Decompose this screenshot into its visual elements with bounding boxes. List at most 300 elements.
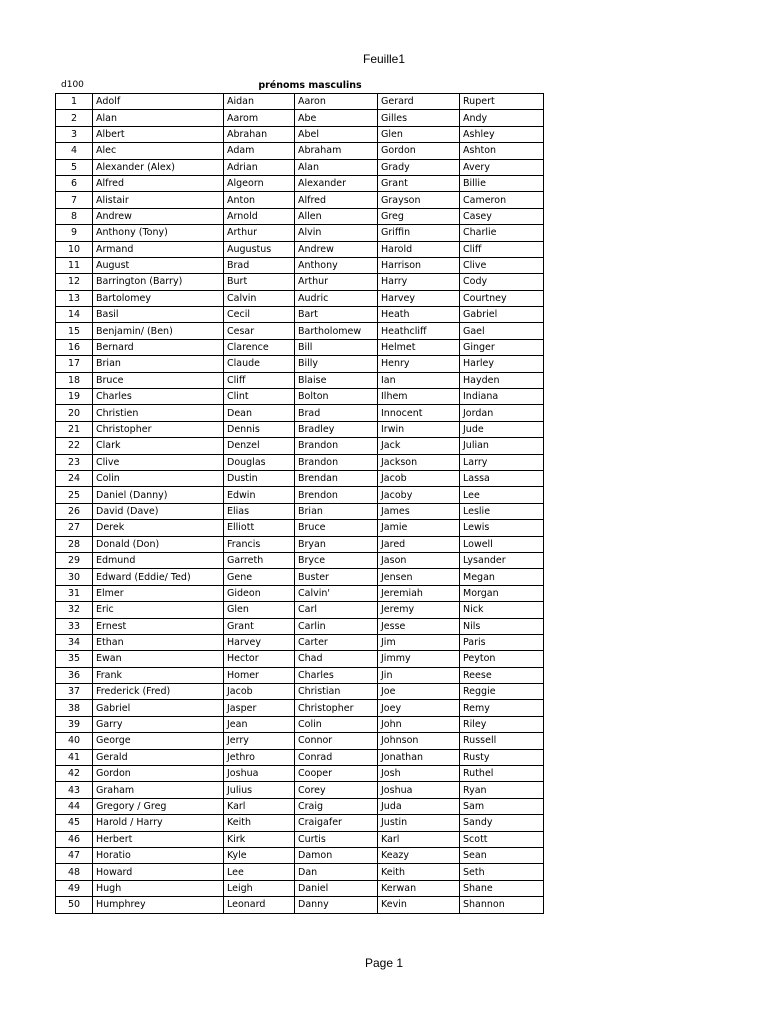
- name-col-2-cell: Douglas: [224, 454, 295, 470]
- name-col-5-cell: Reese: [460, 667, 544, 683]
- row-number-cell: 35: [56, 651, 93, 667]
- name-col-3-cell: Brandon: [295, 438, 378, 454]
- name-col-5-cell: Lowell: [460, 536, 544, 552]
- name-col-2-cell: Karl: [224, 798, 295, 814]
- name-col-1-cell: Colin: [93, 470, 224, 486]
- name-col-3-cell: Charles: [295, 667, 378, 683]
- name-col-1-cell: Ewan: [93, 651, 224, 667]
- name-col-1-cell: Albert: [93, 126, 224, 142]
- table-row: [56, 175, 544, 191]
- name-col-3-cell: Cooper: [295, 766, 378, 782]
- name-col-4-cell: Justin: [378, 815, 460, 831]
- table-row: [56, 798, 544, 814]
- name-col-3-cell: Brendan: [295, 470, 378, 486]
- name-col-1-cell: Hugh: [93, 880, 224, 896]
- name-col-4-cell: Jim: [378, 634, 460, 650]
- name-col-1-cell: Barrington (Barry): [93, 274, 224, 290]
- names-table: [55, 93, 544, 914]
- name-col-2-cell: Augustus: [224, 241, 295, 257]
- name-col-5-cell: Ruthel: [460, 766, 544, 782]
- name-col-4-cell: Jason: [378, 552, 460, 568]
- name-col-5-cell: Cliff: [460, 241, 544, 257]
- name-col-1-cell: Elmer: [93, 585, 224, 601]
- table-row: [56, 569, 544, 585]
- name-col-5-cell: Casey: [460, 208, 544, 224]
- row-number-cell: 3: [56, 126, 93, 142]
- name-col-5-cell: Sam: [460, 798, 544, 814]
- name-col-5-cell: Shane: [460, 880, 544, 896]
- name-col-4-cell: Jonathan: [378, 749, 460, 765]
- name-col-3-cell: Blaise: [295, 372, 378, 388]
- row-number-cell: 48: [56, 864, 93, 880]
- name-col-1-cell: David (Dave): [93, 503, 224, 519]
- name-col-1-cell: Alec: [93, 143, 224, 159]
- table-row: [56, 389, 544, 405]
- row-number-cell: 21: [56, 421, 93, 437]
- table-row: [56, 880, 544, 896]
- row-number-cell: 36: [56, 667, 93, 683]
- name-col-5-cell: Charlie: [460, 225, 544, 241]
- name-col-2-cell: Kirk: [224, 831, 295, 847]
- row-number-cell: 30: [56, 569, 93, 585]
- row-number-cell: 37: [56, 684, 93, 700]
- table-row: [56, 733, 544, 749]
- name-col-4-cell: Jin: [378, 667, 460, 683]
- name-col-2-cell: Brad: [224, 257, 295, 273]
- name-col-4-cell: Ilhem: [378, 389, 460, 405]
- name-col-3-cell: Bruce: [295, 520, 378, 536]
- name-col-2-cell: Clarence: [224, 339, 295, 355]
- name-col-5-cell: Sandy: [460, 815, 544, 831]
- name-col-1-cell: Ernest: [93, 618, 224, 634]
- name-col-4-cell: Jeremy: [378, 602, 460, 618]
- name-col-1-cell: August: [93, 257, 224, 273]
- name-col-5-cell: Rusty: [460, 749, 544, 765]
- table-row: [56, 602, 544, 618]
- name-col-2-cell: Aidan: [224, 94, 295, 110]
- name-col-5-cell: Billie: [460, 175, 544, 191]
- name-col-5-cell: Jordan: [460, 405, 544, 421]
- name-col-4-cell: Jimmy: [378, 651, 460, 667]
- name-col-4-cell: Grant: [378, 175, 460, 191]
- name-col-3-cell: Bryan: [295, 536, 378, 552]
- name-col-3-cell: Craig: [295, 798, 378, 814]
- name-col-3-cell: Carl: [295, 602, 378, 618]
- row-number-cell: 14: [56, 307, 93, 323]
- name-col-4-cell: Jack: [378, 438, 460, 454]
- row-number-cell: 31: [56, 585, 93, 601]
- name-col-5-cell: Reggie: [460, 684, 544, 700]
- name-col-1-cell: Christopher: [93, 421, 224, 437]
- name-col-3-cell: Bartholomew: [295, 323, 378, 339]
- name-col-4-cell: Helmet: [378, 339, 460, 355]
- table-row: [56, 274, 544, 290]
- name-col-1-cell: Christien: [93, 405, 224, 421]
- table-row: [56, 421, 544, 437]
- name-col-4-cell: Jared: [378, 536, 460, 552]
- name-col-1-cell: George: [93, 733, 224, 749]
- name-col-2-cell: Adrian: [224, 159, 295, 175]
- name-col-1-cell: Garry: [93, 716, 224, 732]
- name-col-3-cell: Brad: [295, 405, 378, 421]
- name-col-2-cell: Julius: [224, 782, 295, 798]
- name-col-5-cell: Scott: [460, 831, 544, 847]
- table-row: [56, 126, 544, 142]
- row-number-cell: 19: [56, 389, 93, 405]
- name-col-4-cell: Keazy: [378, 847, 460, 863]
- row-number-cell: 45: [56, 815, 93, 831]
- table-row: [56, 307, 544, 323]
- name-col-5-cell: Ginger: [460, 339, 544, 355]
- row-number-cell: 12: [56, 274, 93, 290]
- name-col-1-cell: Clark: [93, 438, 224, 454]
- row-number-cell: 22: [56, 438, 93, 454]
- name-col-5-cell: Leslie: [460, 503, 544, 519]
- name-col-5-cell: Russell: [460, 733, 544, 749]
- name-col-1-cell: Edmund: [93, 552, 224, 568]
- name-col-4-cell: Harold: [378, 241, 460, 257]
- name-col-1-cell: Bartolomey: [93, 290, 224, 306]
- name-col-2-cell: Jacob: [224, 684, 295, 700]
- table-row: [56, 454, 544, 470]
- name-col-1-cell: Brian: [93, 356, 224, 372]
- name-col-4-cell: Grady: [378, 159, 460, 175]
- name-col-1-cell: Armand: [93, 241, 224, 257]
- name-col-1-cell: Derek: [93, 520, 224, 536]
- name-col-4-cell: Joe: [378, 684, 460, 700]
- table-row: [56, 339, 544, 355]
- table-row: [56, 405, 544, 421]
- name-col-2-cell: Calvin: [224, 290, 295, 306]
- table-row: [56, 323, 544, 339]
- name-col-3-cell: Alexander: [295, 175, 378, 191]
- name-col-5-cell: Harley: [460, 356, 544, 372]
- name-col-4-cell: Joshua: [378, 782, 460, 798]
- name-col-3-cell: Daniel: [295, 880, 378, 896]
- name-col-5-cell: Courtney: [460, 290, 544, 306]
- table-row: [56, 290, 544, 306]
- name-col-2-cell: Arnold: [224, 208, 295, 224]
- table-row: [56, 241, 544, 257]
- name-col-3-cell: Colin: [295, 716, 378, 732]
- name-col-2-cell: Elias: [224, 503, 295, 519]
- row-number-cell: 15: [56, 323, 93, 339]
- name-col-1-cell: Harold / Harry: [93, 815, 224, 831]
- name-col-1-cell: Daniel (Danny): [93, 487, 224, 503]
- name-col-4-cell: John: [378, 716, 460, 732]
- name-col-3-cell: Carlin: [295, 618, 378, 634]
- name-col-1-cell: Frank: [93, 667, 224, 683]
- row-number-cell: 46: [56, 831, 93, 847]
- name-col-5-cell: Peyton: [460, 651, 544, 667]
- row-number-cell: 39: [56, 716, 93, 732]
- name-col-2-cell: Cesar: [224, 323, 295, 339]
- name-col-2-cell: Adam: [224, 143, 295, 159]
- name-col-4-cell: Kevin: [378, 897, 460, 913]
- name-col-1-cell: Benjamin/ (Ben): [93, 323, 224, 339]
- table-row: [56, 831, 544, 847]
- row-number-cell: 4: [56, 143, 93, 159]
- row-number-cell: 47: [56, 847, 93, 863]
- name-col-3-cell: Bill: [295, 339, 378, 355]
- name-col-3-cell: Bolton: [295, 389, 378, 405]
- name-col-5-cell: Shannon: [460, 897, 544, 913]
- name-col-1-cell: Graham: [93, 782, 224, 798]
- name-col-2-cell: Edwin: [224, 487, 295, 503]
- name-col-4-cell: Jacob: [378, 470, 460, 486]
- table-row: [56, 356, 544, 372]
- name-col-1-cell: Frederick (Fred): [93, 684, 224, 700]
- name-col-5-cell: Jude: [460, 421, 544, 437]
- name-col-3-cell: Brandon: [295, 454, 378, 470]
- table-row: [56, 520, 544, 536]
- table-row: [56, 897, 544, 913]
- row-number-cell: 25: [56, 487, 93, 503]
- row-number-cell: 26: [56, 503, 93, 519]
- name-col-1-cell: Clive: [93, 454, 224, 470]
- row-number-cell: 24: [56, 470, 93, 486]
- name-col-2-cell: Elliott: [224, 520, 295, 536]
- name-col-2-cell: Glen: [224, 602, 295, 618]
- name-col-2-cell: Clint: [224, 389, 295, 405]
- row-number-cell: 5: [56, 159, 93, 175]
- table-row: [56, 487, 544, 503]
- name-col-1-cell: Gordon: [93, 766, 224, 782]
- table-title: prénoms masculins: [258, 80, 362, 91]
- name-col-4-cell: Innocent: [378, 405, 460, 421]
- name-col-1-cell: Andrew: [93, 208, 224, 224]
- row-number-cell: 43: [56, 782, 93, 798]
- row-number-cell: 17: [56, 356, 93, 372]
- name-col-2-cell: Jethro: [224, 749, 295, 765]
- name-col-4-cell: Jesse: [378, 618, 460, 634]
- name-col-3-cell: Christian: [295, 684, 378, 700]
- name-col-2-cell: Hector: [224, 651, 295, 667]
- name-col-2-cell: Leigh: [224, 880, 295, 896]
- name-col-4-cell: James: [378, 503, 460, 519]
- name-col-2-cell: Jasper: [224, 700, 295, 716]
- name-col-2-cell: Aarom: [224, 110, 295, 126]
- name-col-4-cell: Jamie: [378, 520, 460, 536]
- name-col-1-cell: Alan: [93, 110, 224, 126]
- name-col-4-cell: Grayson: [378, 192, 460, 208]
- name-col-3-cell: Craigafer: [295, 815, 378, 831]
- name-col-3-cell: Dan: [295, 864, 378, 880]
- name-col-2-cell: Jerry: [224, 733, 295, 749]
- name-col-1-cell: Edward (Eddie/ Ted): [93, 569, 224, 585]
- name-col-3-cell: Alvin: [295, 225, 378, 241]
- name-col-5-cell: Lassa: [460, 470, 544, 486]
- row-number-cell: 6: [56, 175, 93, 191]
- name-col-1-cell: Alistair: [93, 192, 224, 208]
- name-col-5-cell: Julian: [460, 438, 544, 454]
- name-col-5-cell: Ryan: [460, 782, 544, 798]
- name-col-4-cell: Jacoby: [378, 487, 460, 503]
- name-col-2-cell: Algeorn: [224, 175, 295, 191]
- row-number-cell: 42: [56, 766, 93, 782]
- row-number-cell: 7: [56, 192, 93, 208]
- page-number: Page 1: [364, 956, 404, 970]
- row-number-cell: 23: [56, 454, 93, 470]
- name-col-4-cell: Irwin: [378, 421, 460, 437]
- row-number-cell: 41: [56, 749, 93, 765]
- name-col-2-cell: Lee: [224, 864, 295, 880]
- row-number-cell: 20: [56, 405, 93, 421]
- name-col-4-cell: Greg: [378, 208, 460, 224]
- name-col-2-cell: Francis: [224, 536, 295, 552]
- name-col-2-cell: Joshua: [224, 766, 295, 782]
- name-col-3-cell: Audric: [295, 290, 378, 306]
- name-col-5-cell: Lysander: [460, 552, 544, 568]
- name-col-4-cell: Glen: [378, 126, 460, 142]
- table-row: [56, 815, 544, 831]
- name-col-3-cell: Carter: [295, 634, 378, 650]
- name-col-4-cell: Joey: [378, 700, 460, 716]
- name-col-5-cell: Sean: [460, 847, 544, 863]
- name-col-4-cell: Heathcliff: [378, 323, 460, 339]
- name-col-5-cell: Megan: [460, 569, 544, 585]
- name-col-5-cell: Cody: [460, 274, 544, 290]
- row-number-cell: 38: [56, 700, 93, 716]
- name-col-3-cell: Abel: [295, 126, 378, 142]
- name-col-1-cell: Ethan: [93, 634, 224, 650]
- table-row: [56, 143, 544, 159]
- name-col-4-cell: Harry: [378, 274, 460, 290]
- name-col-3-cell: Corey: [295, 782, 378, 798]
- name-col-5-cell: Indiana: [460, 389, 544, 405]
- table-row: [56, 536, 544, 552]
- name-col-2-cell: Dean: [224, 405, 295, 421]
- table-row: [56, 159, 544, 175]
- table-row: [56, 782, 544, 798]
- row-number-cell: 8: [56, 208, 93, 224]
- table-row: [56, 503, 544, 519]
- name-col-3-cell: Alfred: [295, 192, 378, 208]
- name-col-4-cell: Josh: [378, 766, 460, 782]
- row-number-cell: 18: [56, 372, 93, 388]
- name-col-4-cell: Harrison: [378, 257, 460, 273]
- name-col-3-cell: Abe: [295, 110, 378, 126]
- table-row: [56, 864, 544, 880]
- name-col-1-cell: Humphrey: [93, 897, 224, 913]
- name-col-2-cell: Garreth: [224, 552, 295, 568]
- name-col-5-cell: Remy: [460, 700, 544, 716]
- name-col-3-cell: Danny: [295, 897, 378, 913]
- name-col-1-cell: Alfred: [93, 175, 224, 191]
- name-col-5-cell: Nick: [460, 602, 544, 618]
- name-col-2-cell: Cliff: [224, 372, 295, 388]
- name-col-4-cell: Kerwan: [378, 880, 460, 896]
- row-number-cell: 28: [56, 536, 93, 552]
- name-col-3-cell: Damon: [295, 847, 378, 863]
- name-col-3-cell: Connor: [295, 733, 378, 749]
- name-col-3-cell: Arthur: [295, 274, 378, 290]
- name-col-3-cell: Bradley: [295, 421, 378, 437]
- name-col-4-cell: Heath: [378, 307, 460, 323]
- table-row: [56, 94, 544, 110]
- name-col-1-cell: Donald (Don): [93, 536, 224, 552]
- table-row: [56, 585, 544, 601]
- row-number-cell: 10: [56, 241, 93, 257]
- name-col-5-cell: Paris: [460, 634, 544, 650]
- row-number-cell: 33: [56, 618, 93, 634]
- name-col-1-cell: Bernard: [93, 339, 224, 355]
- name-col-4-cell: Henry: [378, 356, 460, 372]
- name-col-4-cell: Karl: [378, 831, 460, 847]
- row-number-cell: 9: [56, 225, 93, 241]
- row-number-cell: 16: [56, 339, 93, 355]
- name-col-2-cell: Jean: [224, 716, 295, 732]
- name-col-5-cell: Lewis: [460, 520, 544, 536]
- name-col-4-cell: Gordon: [378, 143, 460, 159]
- row-number-cell: 27: [56, 520, 93, 536]
- name-col-3-cell: Conrad: [295, 749, 378, 765]
- table-row: [56, 618, 544, 634]
- name-col-1-cell: Howard: [93, 864, 224, 880]
- name-col-1-cell: Gerald: [93, 749, 224, 765]
- name-col-5-cell: Ashley: [460, 126, 544, 142]
- name-col-1-cell: Gabriel: [93, 700, 224, 716]
- name-col-2-cell: Homer: [224, 667, 295, 683]
- table-row: [56, 716, 544, 732]
- name-col-3-cell: Anthony: [295, 257, 378, 273]
- table-row: [56, 766, 544, 782]
- name-col-5-cell: Andy: [460, 110, 544, 126]
- name-col-5-cell: Avery: [460, 159, 544, 175]
- name-col-5-cell: Riley: [460, 716, 544, 732]
- name-col-3-cell: Andrew: [295, 241, 378, 257]
- name-col-2-cell: Denzel: [224, 438, 295, 454]
- name-col-2-cell: Dustin: [224, 470, 295, 486]
- row-number-cell: 2: [56, 110, 93, 126]
- name-col-2-cell: Leonard: [224, 897, 295, 913]
- name-col-5-cell: Lee: [460, 487, 544, 503]
- table-row: [56, 438, 544, 454]
- table-row: [56, 651, 544, 667]
- sheet-title: Feuille1: [362, 52, 406, 66]
- name-col-1-cell: Charles: [93, 389, 224, 405]
- row-number-cell: 13: [56, 290, 93, 306]
- table-row: [56, 372, 544, 388]
- name-col-4-cell: Jackson: [378, 454, 460, 470]
- name-col-4-cell: Johnson: [378, 733, 460, 749]
- table-row: [56, 749, 544, 765]
- name-col-4-cell: Gilles: [378, 110, 460, 126]
- name-col-3-cell: Bart: [295, 307, 378, 323]
- name-col-3-cell: Brian: [295, 503, 378, 519]
- name-col-2-cell: Grant: [224, 618, 295, 634]
- name-col-2-cell: Harvey: [224, 634, 295, 650]
- name-col-3-cell: Alan: [295, 159, 378, 175]
- table-row: [56, 225, 544, 241]
- name-col-3-cell: Curtis: [295, 831, 378, 847]
- row-number-cell: 50: [56, 897, 93, 913]
- name-col-4-cell: Keith: [378, 864, 460, 880]
- name-col-1-cell: Adolf: [93, 94, 224, 110]
- name-col-2-cell: Gideon: [224, 585, 295, 601]
- name-col-1-cell: Herbert: [93, 831, 224, 847]
- name-col-1-cell: Alexander (Alex): [93, 159, 224, 175]
- name-col-1-cell: Eric: [93, 602, 224, 618]
- name-col-2-cell: Keith: [224, 815, 295, 831]
- name-col-3-cell: Calvin': [295, 585, 378, 601]
- row-number-cell: 11: [56, 257, 93, 273]
- name-col-4-cell: Ian: [378, 372, 460, 388]
- name-col-5-cell: Gabriel: [460, 307, 544, 323]
- name-col-4-cell: Jeremiah: [378, 585, 460, 601]
- name-col-5-cell: Rupert: [460, 94, 544, 110]
- name-col-4-cell: Griffin: [378, 225, 460, 241]
